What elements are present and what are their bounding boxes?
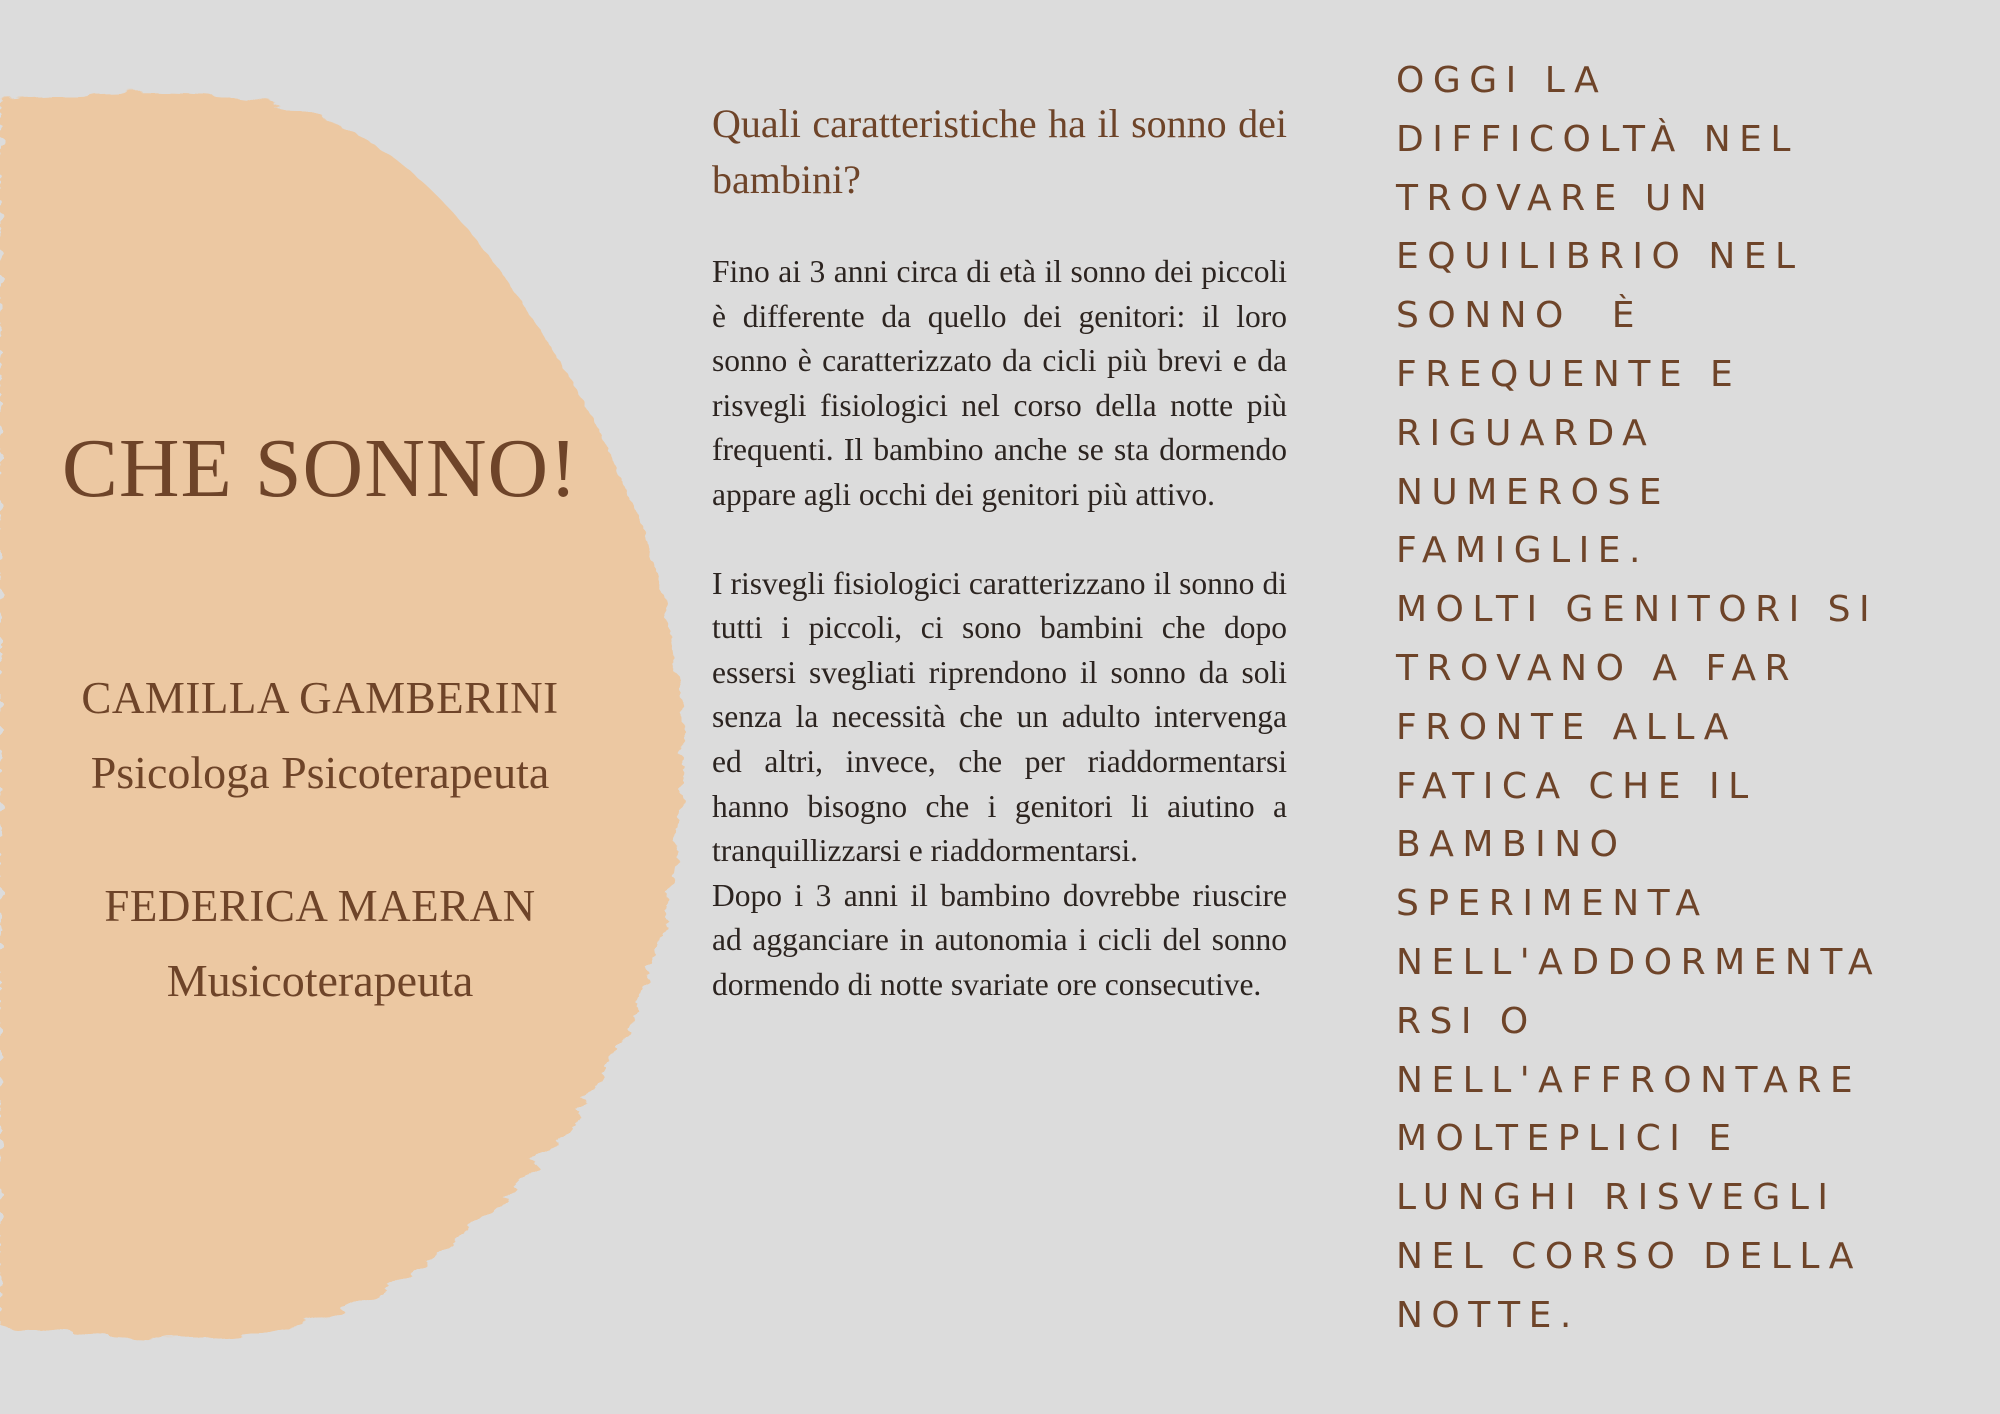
- sidebar-line: FREQUENTE E: [1396, 353, 1742, 395]
- author-1-name: CAMILLA GAMBERINI: [81, 673, 559, 723]
- sidebar-line: MOLTI GENITORI SI: [1396, 589, 1879, 631]
- article-question: Quali caratteristiche ha il sonno dei bambini?: [712, 101, 1287, 202]
- sidebar-line: SONNO È: [1396, 295, 1644, 337]
- sidebar-line: RSI O: [1396, 1000, 1537, 1042]
- sidebar-line: FRONTE ALLA: [1396, 706, 1737, 748]
- sidebar-line: MOLTEPLICI E: [1396, 1118, 1740, 1160]
- sidebar-line: NEL CORSO DELLA: [1396, 1235, 1862, 1277]
- article-paragraph-3: Dopo i 3 anni il bambino dovrebbe riuscire ad agganciare in autonomia i cicli del sonno dormendo di notte svariate ore consecutive.: [712, 877, 1287, 1002]
- sidebar-line: TROVARE UN: [1396, 177, 1716, 219]
- sidebar-line: EQUILIBRIO NEL: [1396, 236, 1804, 278]
- author-2-name: FEDERICA MAERAN: [104, 881, 536, 931]
- article-column: [712, 96, 1287, 1008]
- sidebar-statement: [1396, 52, 1956, 1346]
- cover-title: CHE SONNO!: [61, 422, 579, 515]
- sidebar-line: BAMBINO: [1396, 824, 1627, 866]
- article-paragraph-1: Fino ai 3 anni circa di età il sonno dei piccoli è differente da quello dei genitori: il loro sonno è caratterizzato da cicli più brevi e da risvegli fisiologici nel corso della notte più frequenti. Il bambino anche se sta dormendo appare agli occhi dei genitori più attivo.: [712, 254, 1287, 512]
- sidebar-line: NUMEROSE: [1396, 471, 1671, 513]
- sidebar-line: OGGI LA: [1396, 60, 1608, 101]
- sidebar-line: FAMIGLIE.: [1396, 530, 1649, 572]
- cover-panel: [0, 0, 640, 1414]
- sidebar-line: FATICA CHE IL: [1396, 765, 1757, 807]
- sidebar-line: NELL'ADDORMENTA: [1396, 941, 1882, 983]
- sidebar-line: SPERIMENTA: [1396, 883, 1709, 925]
- sidebar-line: RIGUARDA: [1396, 412, 1656, 454]
- sidebar-line: LUNGHI RISVEGLI: [1396, 1177, 1837, 1219]
- article-paragraph-2: I risvegli fisiologici caratterizzano il sonno di tutti i piccoli, ci sono bambini che dopo essersi svegliati riprendono il sonno da soli senza la necessità che un adulto intervenga ed altri, invece, che per riaddormentarsi hanno bisogno che i genitori li aiutino a tranquillizzarsi e riaddormentarsi.: [712, 565, 1287, 869]
- sidebar-line: NELL'AFFRONTARE: [1396, 1059, 1862, 1101]
- author-1-role: Psicologa Psicoterapeuta: [90, 747, 550, 798]
- sidebar-line: DIFFICOLTÀ NEL: [1396, 118, 1799, 160]
- sidebar-line: NOTTE.: [1396, 1294, 1580, 1336]
- author-2-role: Musicoterapeuta: [166, 955, 474, 1006]
- sidebar-line: TROVANO A FAR: [1396, 647, 1798, 689]
